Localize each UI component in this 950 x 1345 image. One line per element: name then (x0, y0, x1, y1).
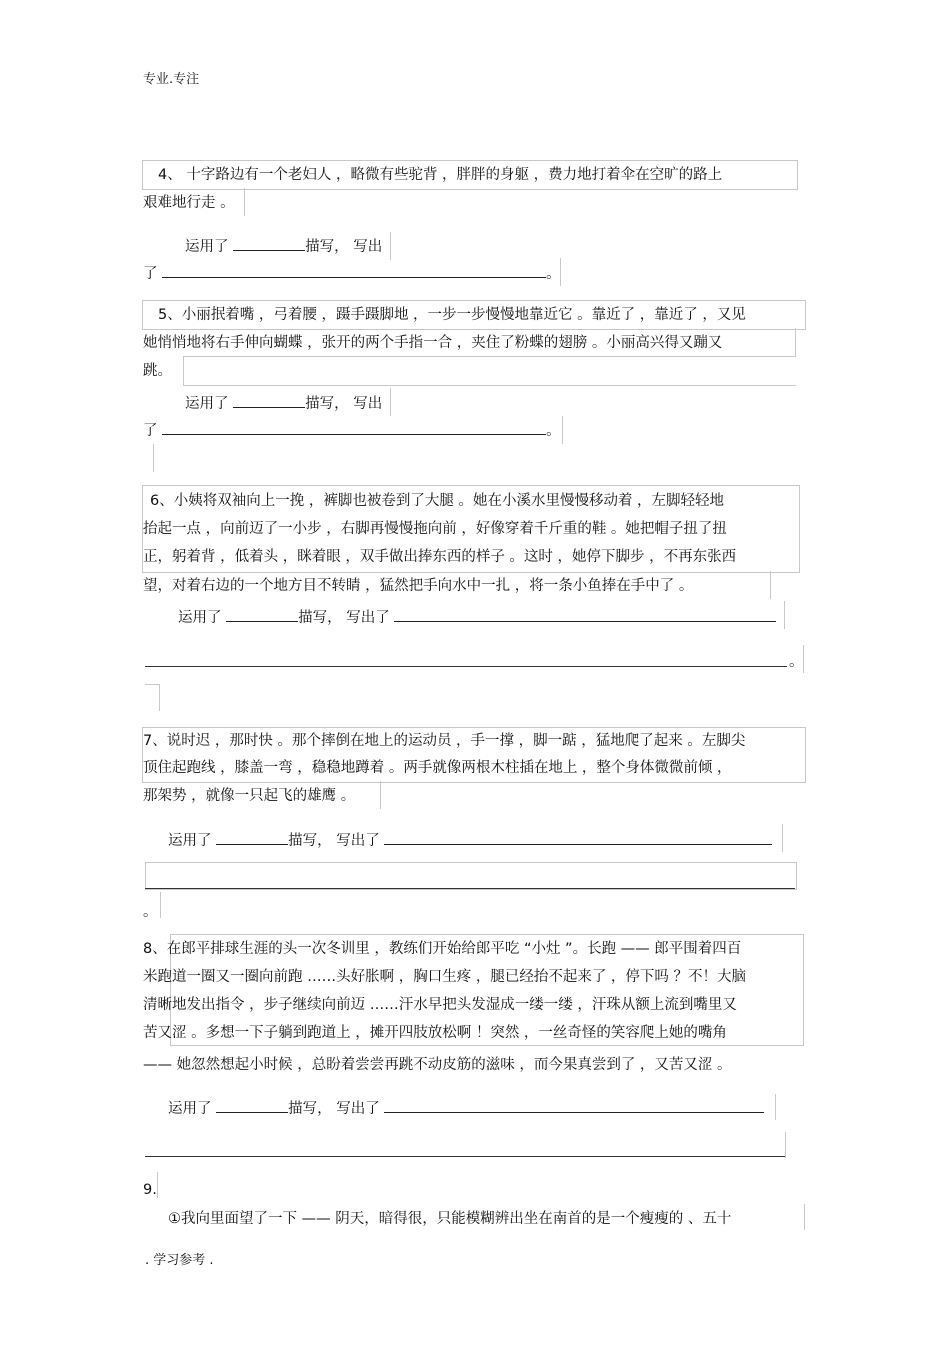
q4-answer-row-2 (143, 263, 561, 284)
used-label: 运用了 (178, 610, 222, 626)
scan-frame (775, 1094, 776, 1120)
period: 。 (143, 904, 158, 920)
scan-frame (795, 328, 796, 356)
describe-label: 描写， (288, 1101, 332, 1117)
scan-frame (157, 1172, 158, 1198)
describe-label: 描写， (305, 396, 349, 412)
q4-line-2: 艰难地行走 。 (143, 195, 235, 211)
scan-frame (804, 1204, 805, 1230)
le-label: 了 (143, 266, 158, 282)
q8-answer-row-1 (168, 1098, 764, 1119)
wrote-label: 写出了 (336, 1101, 380, 1117)
used-label: 运用了 (185, 239, 229, 255)
wrote-label: 写出 (353, 239, 383, 255)
page-footer: . 学习参考 . (145, 1253, 214, 1268)
describe-label: 描写， (305, 239, 349, 255)
q6-line-4: 望，对着右边的一个地方目不转睛 ，猛然把手向水中一扎 ，将一条小鱼捧在手中了 。 (143, 578, 694, 594)
scan-frame (782, 824, 783, 852)
scan-frame (390, 388, 391, 416)
scan-frame (160, 892, 161, 918)
content-blank[interactable] (384, 1098, 764, 1113)
content-blank[interactable] (394, 607, 776, 622)
q7-answer-row-1 (168, 830, 772, 851)
period: 。 (546, 266, 561, 282)
q6-answer-row-1 (178, 607, 776, 628)
le-label: 了 (143, 423, 158, 439)
scan-frame (145, 862, 797, 890)
q8-line-5: —— 她忽然想起小时候 ，总盼着尝尝再跳不动皮筋的滋味 ，而今果真尝到了 ，又苦又涩 。 (143, 1057, 732, 1073)
q9-line-1: ①我向里面望了一下 —— 阴天，暗得很，只能模糊辨出坐在南首的是一个瘦瘦的 、五十 (168, 1211, 732, 1227)
q5-line-3: 跳。 (143, 363, 172, 379)
technique-blank[interactable] (216, 1098, 288, 1113)
q6-line-2: 抬起一点 ，向前迈了一小步 ，右脚再慢慢拖向前 ，好像穿着千斤重的鞋 。她把帽子扭了扭 (143, 521, 727, 537)
q7-line-3: 那架势 ，就像一只起飞的雄鹰 。 (143, 788, 356, 804)
content-blank[interactable] (145, 888, 795, 889)
q9-number: 9. (143, 1182, 157, 1198)
technique-blank[interactable] (233, 393, 305, 408)
scan-frame (390, 232, 391, 260)
q5-answer-row-1 (185, 393, 382, 414)
describe-label: 描写， (298, 610, 342, 626)
q4-line-1: 4、 十字路边有一个老妇人 ，略微有些驼背 ，胖胖的身躯 ，费力地打着伞在空旷的路上 (158, 167, 723, 183)
scan-frame (244, 188, 245, 216)
q6-line-1: 6、小姨将双袖向上一挽 ，裤脚也被卷到了大腿 。她在小溪水里慢慢移动着 ，左脚轻轻地 (150, 493, 725, 509)
content-blank[interactable] (162, 263, 546, 278)
wrote-label: 写出了 (346, 610, 390, 626)
scan-frame (785, 1132, 786, 1158)
scan-frame (145, 684, 160, 711)
q6-line-3: 正，躬着背 ，低着头 ，眯着眼 ，双手做出捧东西的样子 。这时 ，她停下脚步 ，不再东张西 (143, 549, 737, 565)
technique-blank[interactable] (233, 236, 305, 251)
wrote-label: 写出了 (336, 833, 380, 849)
technique-blank[interactable] (226, 607, 298, 622)
q7-line-2: 顶住起跑线 ，膝盖一弯 ，稳稳地蹲着 。两手就像两根木柱插在地上 ，整个身体微微前倾 ， (143, 760, 732, 776)
q8-line-4: 苦又涩 。多想一下子躺到跑道上 ，摊开四肢放松啊 ！突然 ，一丝奇怪的笑容爬上她的嘴角 (143, 1025, 727, 1041)
q7-line-1: 7、说时迟 ，那时快 。那个摔倒在地上的运动员 ，手一撑 ，脚一踮 ，猛地爬了起来 。左脚尖 (143, 733, 746, 749)
q5-line-1: 5、小丽抿着嘴 ，弓着腰 ，蹑手蹑脚地 ，一步一步慢慢地靠近它 。靠近了 ，靠近了 ，又见 (158, 307, 746, 323)
q4-answer-row-1 (185, 236, 382, 257)
period: 。 (546, 423, 561, 439)
q8-line-1: 8、在郎平排球生涯的头一次冬训里 ，教练们开始给郎平吃 “小灶 ”。长跑 —— 郎平围着四百 (143, 941, 742, 957)
content-blank[interactable] (384, 830, 772, 845)
page-header: 专业.专注 (143, 72, 200, 87)
technique-blank[interactable] (216, 830, 288, 845)
used-label: 运用了 (168, 833, 212, 849)
describe-label: 描写， (288, 833, 332, 849)
scan-frame (183, 356, 796, 386)
scan-frame (562, 416, 563, 444)
content-blank[interactable] (145, 666, 787, 667)
scan-frame (770, 571, 771, 599)
used-label: 运用了 (168, 1101, 212, 1117)
used-label: 运用了 (185, 396, 229, 412)
q8-line-3: 清晰地发出指令 ，步子继续向前迈 ……汗水早把头发湿成一缕一缕 ，汗珠从额上流到嘴里又 (143, 997, 737, 1013)
scan-frame (153, 444, 154, 472)
q5-answer-row-2 (143, 420, 561, 441)
q5-line-2: 她悄悄地将右手伸向蝴蝶 ，张开的两个手指一合 ，夹住了粉蝶的翅膀 。小丽高兴得又蹦又 (143, 335, 723, 351)
content-blank[interactable] (145, 1156, 785, 1157)
scan-frame (784, 601, 785, 629)
wrote-label: 写出 (353, 396, 383, 412)
q8-line-2: 米跑道一圈又一圈向前跑 ……头好胀啊 ，胸口生疼 ，腿已经抬不起来了 ，停下吗 ？不！大脑 (143, 969, 747, 985)
period: 。 (789, 654, 804, 670)
scan-frame (380, 781, 381, 809)
content-blank[interactable] (162, 420, 546, 435)
